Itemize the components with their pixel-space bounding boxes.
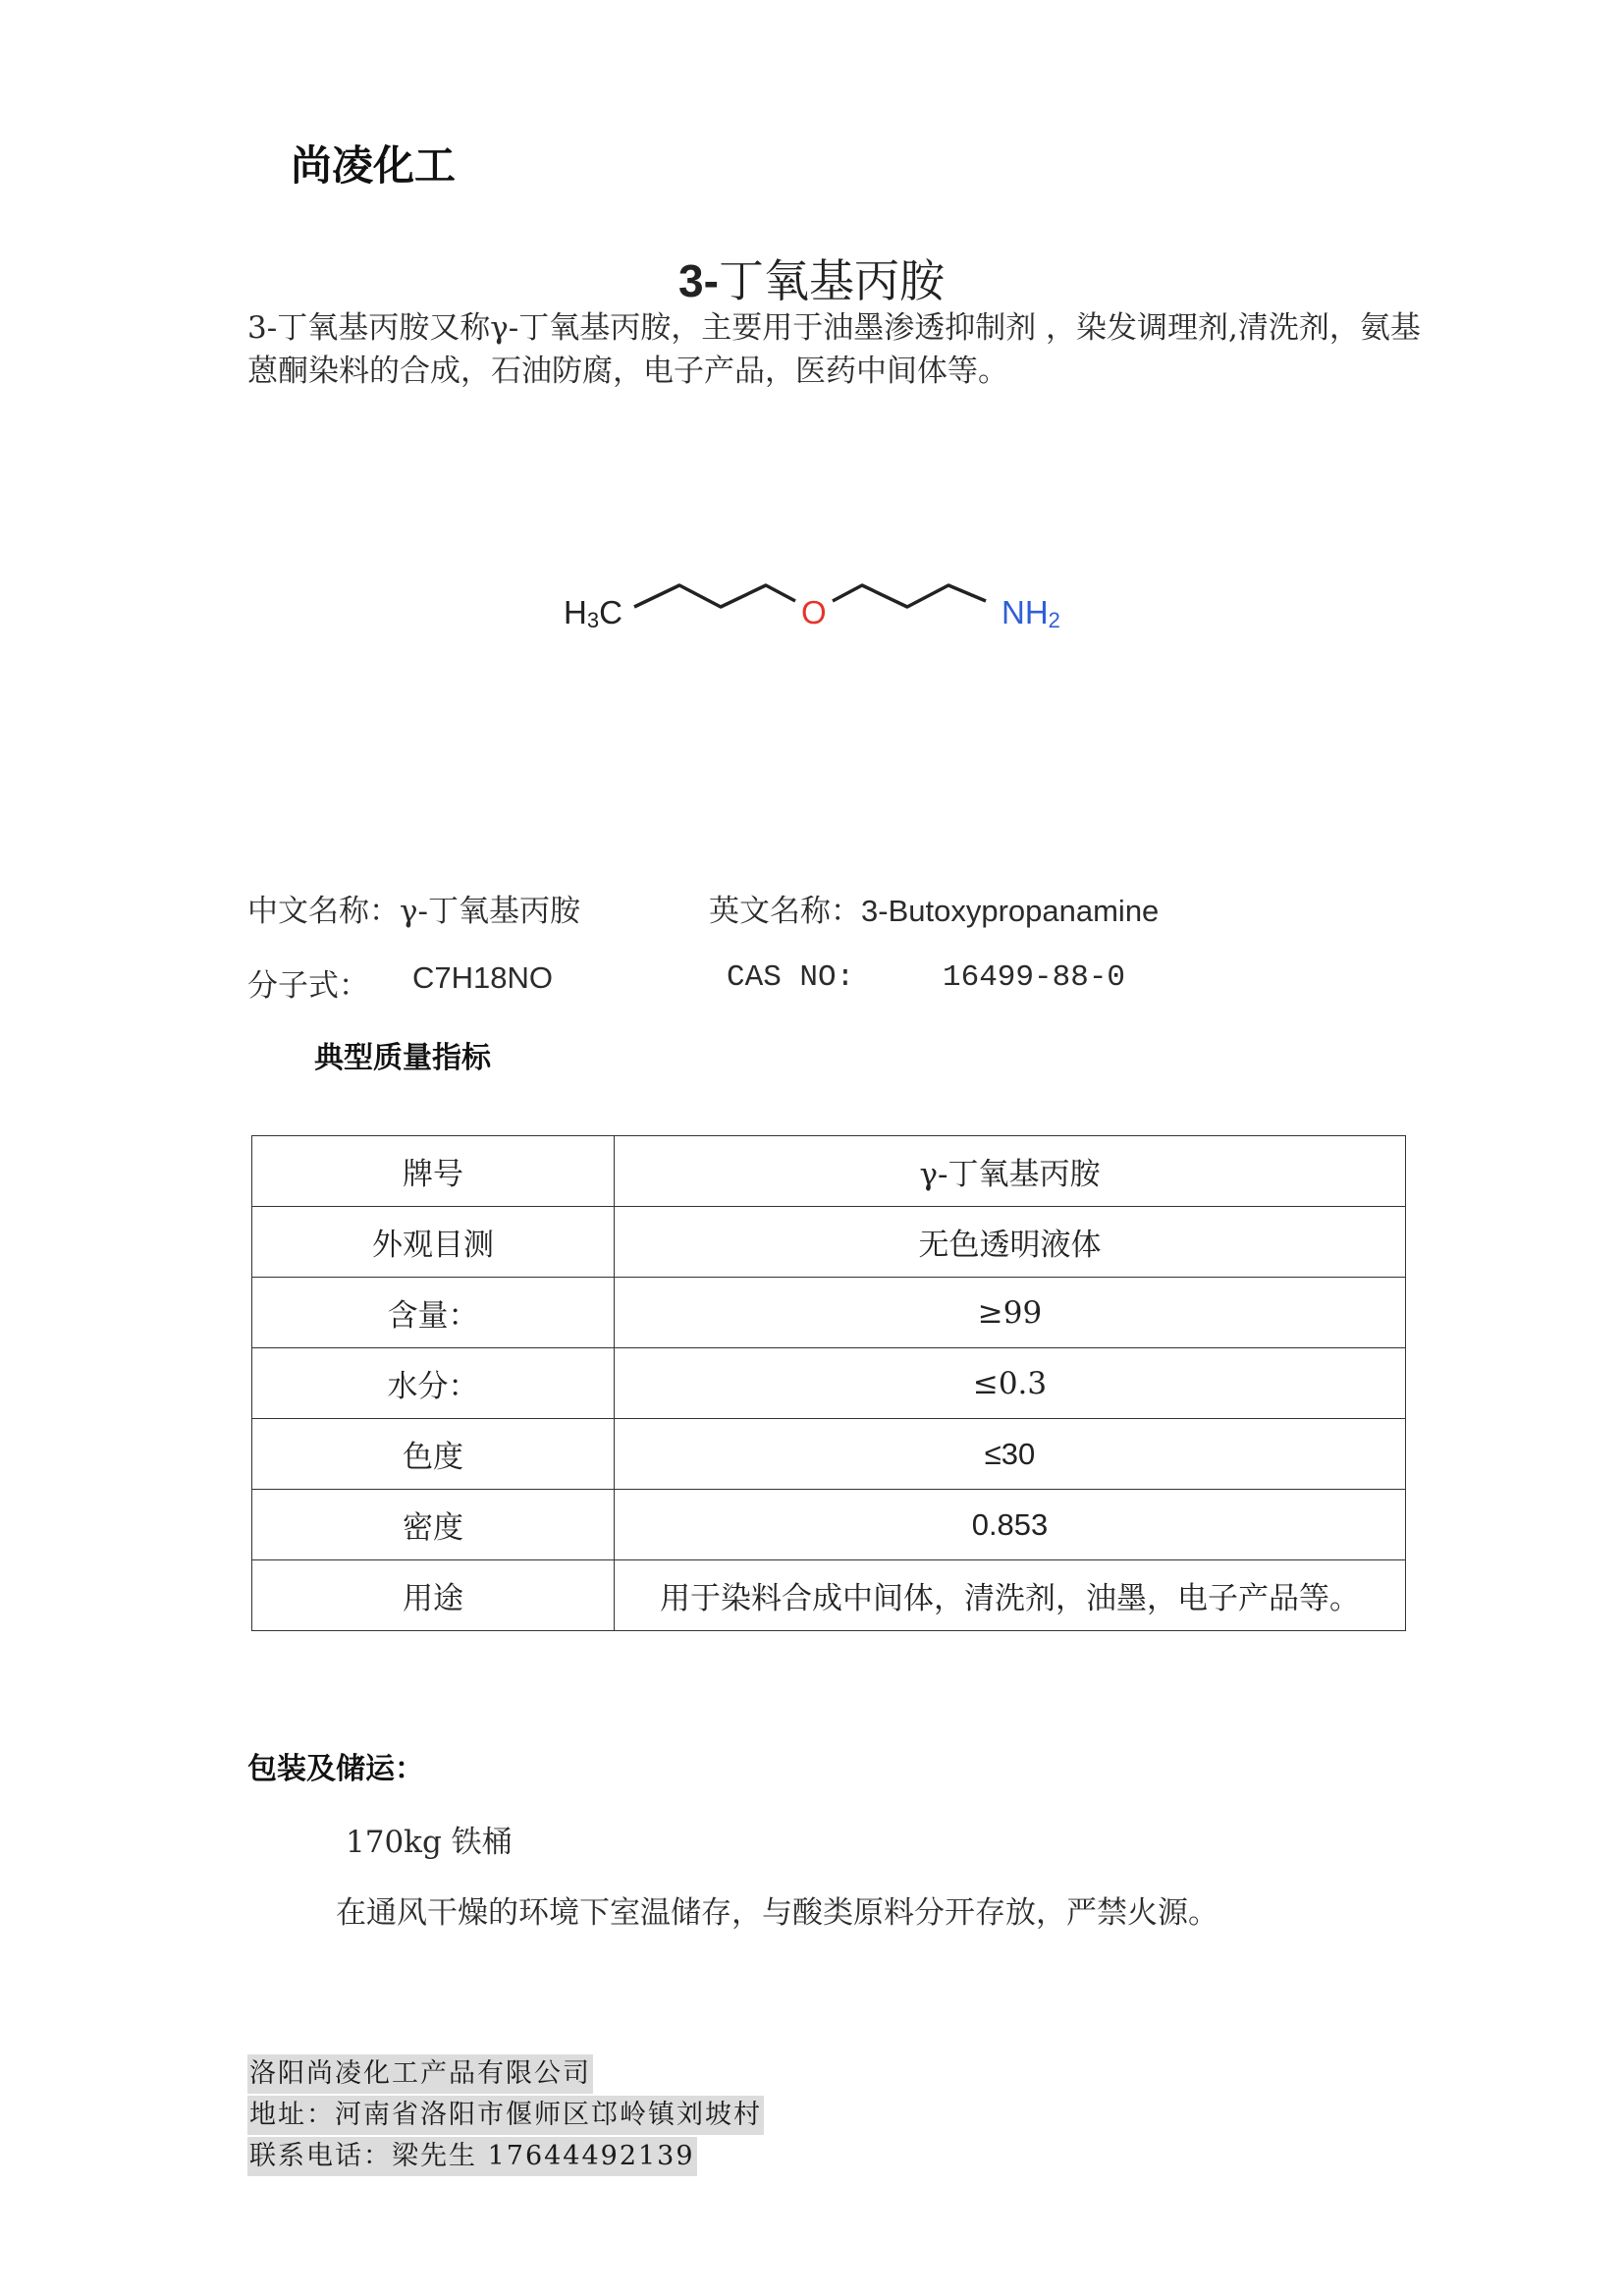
quality-heading: 典型质量指标 — [314, 1041, 491, 1075]
en-name-value: 3-Butoxypropanamine — [861, 894, 1160, 928]
formula-label: 分子式： — [247, 968, 369, 1004]
page-title — [0, 246, 1623, 310]
table-cell-label: 密度 — [252, 1490, 615, 1560]
cn-name-label: 中文名称： — [247, 894, 400, 929]
table-cell-value: γ-丁氧基丙胺 — [615, 1136, 1406, 1207]
table-row — [252, 1278, 1406, 1348]
footer-address: 地址：河南省洛阳市偃师区邙岭镇刘坡村 — [247, 2096, 764, 2135]
cas-label: CAS NO: — [727, 960, 855, 995]
table-cell-label: 牌号 — [252, 1136, 615, 1207]
table-row — [252, 1348, 1406, 1419]
structure-oxygen: O — [801, 594, 827, 630]
cn-name-value: γ-丁氧基丙胺 — [400, 894, 581, 929]
formula-value: C7H18NO — [412, 960, 553, 995]
packaging-heading: 包装及储运： — [247, 1752, 424, 1786]
company-header: 尚凌化工 — [291, 141, 457, 190]
structure-bond-chain-right — [833, 585, 986, 607]
table-cell-value: 0.853 — [615, 1490, 1406, 1560]
packaging-line-1: 170kg 铁桶 — [346, 1825, 513, 1860]
table-row — [252, 1560, 1406, 1631]
structure-amine: NH2 — [1001, 594, 1060, 632]
structure-left-group: H3C — [564, 594, 622, 632]
title-prefix: 3- — [678, 255, 719, 306]
intro-paragraph: 3-丁氧基丙胺又称γ-丁氧基丙胺，主要用于油墨渗透抑制剂 ，染发调理剂,清洗剂，氨基蒽酮染料的合成，石油防腐，电子产品，医药中间体等。 — [247, 310, 1421, 389]
en-name-label: 英文名称： — [709, 894, 861, 929]
table-row — [252, 1419, 1406, 1490]
footer-company: 洛阳尚凌化工产品有限公司 — [247, 2054, 593, 2094]
en-name-row — [709, 886, 1159, 930]
table-cell-label: 含量： — [252, 1278, 615, 1348]
table-cell-label: 外观目测 — [252, 1207, 615, 1278]
title-main: 丁氧基丙胺 — [718, 254, 945, 307]
table-cell-value: 无色透明液体 — [615, 1207, 1406, 1278]
structure-bond-chain-left — [634, 585, 795, 607]
packaging-line-2: 在通风干燥的环境下室温储存，与酸类原料分开存放，严禁火源。 — [336, 1895, 1218, 1931]
table-cell-value: ≤0.3 — [615, 1348, 1406, 1419]
table-row — [252, 1490, 1406, 1560]
table-row — [252, 1136, 1406, 1207]
table-cell-value: 用于染料合成中间体，清洗剂，油墨，电子产品等。 — [615, 1560, 1406, 1631]
chemical-structure — [550, 560, 1080, 658]
cn-name-row — [247, 886, 580, 930]
table-cell-value: ≥99 — [615, 1278, 1406, 1348]
table-cell-value: ≤30 — [615, 1419, 1406, 1490]
table-row — [252, 1207, 1406, 1278]
footer-contact: 联系电话：梁先生 17644492139 — [247, 2137, 697, 2176]
table-cell-label: 色度 — [252, 1419, 615, 1490]
cas-value: 16499-88-0 — [943, 960, 1126, 995]
table-cell-label: 水分： — [252, 1348, 615, 1419]
spec-table — [251, 1135, 1406, 1631]
table-cell-label: 用途 — [252, 1560, 615, 1631]
